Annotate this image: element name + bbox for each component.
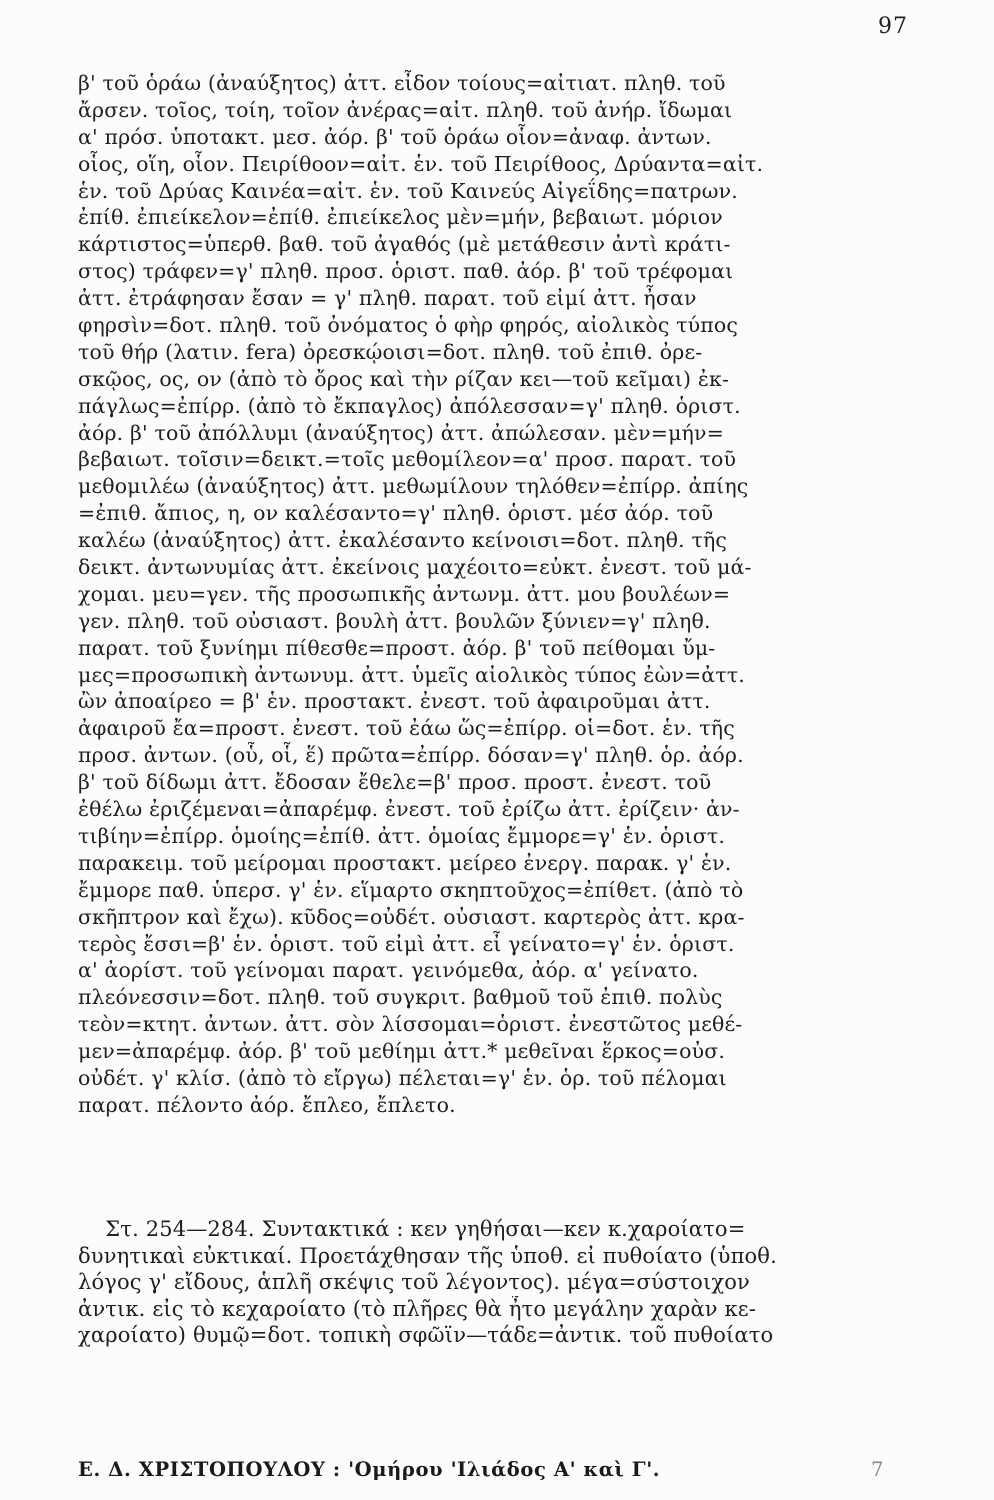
text-line: πλεόνεσσιν=δοτ. πληθ. τοῦ συγκριτ. βαθμοῦ τοῦ ἐπιθ. πολὺς <box>78 985 723 1010</box>
text-line: οἷος, οἵη, οἷον. Πειρίθοον=αἰτ. ἑν. τοῦ Πειρίθοος, Δρύαντα=αἰτ. <box>78 151 764 176</box>
text-line: προσ. ἀντων. (οὗ, οἷ, ἕ) πρῶτα=ἐπίρρ. δόσαν=γ' πληθ. ὁρ. ἀόρ. <box>78 743 744 768</box>
text-line: ἀττ. ἐτράφησαν ἔσαν = γ' πληθ. παρατ. τοῦ εἰμί ἀττ. ἦσαν <box>78 286 697 311</box>
text-line: α' ἀορίστ. τοῦ γείνομαι παρατ. γεινόμεθα, ἀόρ. α' γείνατο. <box>78 958 699 983</box>
text-line: παρατ. τοῦ ξυνίημι πίθεσθε=προστ. ἀόρ. β' τοῦ πείθομαι ὔμ- <box>78 635 716 660</box>
page-footer <box>78 1458 908 1486</box>
text-line: μες=προσωπικὴ ἀντωνυμ. ἀττ. ὑμεῖς αἰολικὸς τύπος ἐὼν=ἀττ. <box>78 662 745 687</box>
page-number: 97 <box>878 14 908 39</box>
text-line: β' τοῦ δίδωμι ἀττ. ἔδοσαν ἔθελε=β' προσ. προστ. ἐνεστ. τοῦ <box>78 770 712 795</box>
text-line: πάγλως=ἐπίρρ. (ἀπὸ τὸ ἔκπαγλος) ἀπόλεσσαν=γ' πληθ. ὁριστ. <box>78 393 741 418</box>
text-line: ἐθέλω ἐριζέμεναι=ἀπαρέμφ. ἐνεστ. τοῦ ἐρίζω ἀττ. ἐρίζειν· ἀν- <box>78 797 740 822</box>
text-line: β' τοῦ ὁράω (ἀναύξητος) ἀττ. εἶδον τοίους=αἰτιατ. πληθ. τοῦ <box>78 71 726 95</box>
text-line: τοῦ θήρ (λατιν. fera) ὀρεσκῴοισι=δοτ. πληθ. τοῦ ἐπιθ. ὀρε- <box>78 339 703 364</box>
text-line: ἐπίθ. ἐπιείκελον=ἐπίθ. ἐπιείκελος μὲν=μήν, βεβαιωτ. μόριον <box>78 205 723 230</box>
text-line: χομαι. μευ=γεν. τῆς προσωπικῆς ἀντωνμ. ἀττ. μου βουλέων= <box>78 581 731 606</box>
text-line: ἔμμορε παθ. ὑπερσ. γ' ἑν. εἵμαρτο σκηπτοῦχος=ἐπίθετ. (ἀπὸ τὸ <box>78 877 744 902</box>
footer-author-title: Ε. Δ. ΧΡΙΣΤΟΠΟΥΛΟΥ : 'Ομήρου 'Ιλιάδος Α' καὶ Γ'. <box>78 1458 661 1481</box>
text-line: οὐδέτ. γ' κλίσ. (ἀπὸ τὸ εἴργω) πέλεται=γ' ἑν. ὁρ. τοῦ πέλομαι <box>78 1065 727 1090</box>
text-line: δεικτ. ἀντωνυμίας ἀττ. ἐκείνοις μαχέοιτο=εὐκτ. ἐνεστ. τοῦ μά- <box>78 555 752 580</box>
text-line: ἄρσεν. τοῖος, τοίη, τοῖον ἀνέρας=αἰτ. πληθ. τοῦ ἀνήρ. ἴδωμαι <box>78 97 733 122</box>
text-line: γεν. πληθ. τοῦ οὐσιαστ. βουλὴ ἀττ. βουλῶν ξύνιεν=γ' πληθ. <box>78 608 711 633</box>
text-line: ἀόρ. β' τοῦ ἀπόλλυμι (ἀναύξητος) ἀττ. ἀπώλεσαν. μὲν=μήν= <box>78 420 724 445</box>
text-line: λόγος γ' εἴδους, ἁπλῆ σκέψις τοῦ λέγοντος). μέγα=σύστοιχον <box>78 1270 750 1294</box>
text-line: ἑν. τοῦ Δρύας Καινέα=αἰτ. ἑν. τοῦ Καινεύς Αἰγεΐδης=πατρων. <box>78 178 738 203</box>
text-line: χαροίατο) θυμῷ=δοτ. τοπικὴ σφῶϊν—τάδε=ἀντικ. τοῦ πυθοίατο <box>78 1323 774 1347</box>
text-line: παρακειμ. τοῦ μείρομαι προστακτ. μείρεο ἐνεργ. παρακ. γ' ἑν. <box>78 850 732 875</box>
text-line: Στ. 254—284. Συντακτικά : κεν γηθήσαι—κεν κ.χαροίατο= <box>78 1217 746 1241</box>
text-line: ὢν ἀποαίρεο = β' ἑν. προστακτ. ἐνεστ. τοῦ ἀφαιροῦμαι ἀττ. <box>78 689 711 714</box>
text-line: τιβίην=ἐπίρρ. ὁμοίης=ἐπίθ. ἀττ. ὁμοίας ἔμμορε=γ' ἑν. ὁριστ. <box>78 823 726 848</box>
text-line: στος) τράφεν=γ' πληθ. προσ. ὁριστ. παθ. ἀόρ. β' τοῦ τρέφομαι <box>78 259 734 284</box>
text-line: μεν=ἀπαρέμφ. ἀόρ. β' τοῦ μεθίημι ἀττ.* μεθεῖναι ἕρκος=οὐσ. <box>78 1039 726 1064</box>
text-line: παρατ. πέλοντο ἀόρ. ἔπλεο, ἔπλετο. <box>78 1092 456 1117</box>
text-line: καλέω (ἀναύξητος) ἀττ. ἐκαλέσαντο κείνοισι=δοτ. πληθ. τῆς <box>78 528 728 553</box>
text-line: τερὸς ἔσσι=β' ἑν. ὁριστ. τοῦ εἰμὶ ἀττ. εἶ γείνατο=γ' ἑν. ὁριστ. <box>78 931 735 956</box>
text-line: κάρτιστος=ὑπερθ. βαθ. τοῦ ἀγαθός (μὲ μετάθεσιν ἀντὶ κράτι- <box>78 232 731 257</box>
text-line: τεὸν=κτητ. ἀντων. ἀττ. σὸν λίσσομαι=ὁριστ. ἐνεστῶτος μεθέ- <box>78 1012 743 1037</box>
commentary-block <box>78 70 908 1119</box>
text-line: ἀντικ. εἰς τὸ κεχαροίατο (τὸ πλῆρες θὰ ἦτο μεγάλην χαρὰν κε- <box>78 1296 757 1321</box>
text-line: βεβαιωτ. τοῖσιν=δεικτ.=τοῖς μεθομίλεον=α' προσ. παρατ. τοῦ <box>78 447 737 472</box>
text-line: μεθομιλέω (ἀναύξητος) ἀττ. μεθωμίλουν τηλόθεν=ἐπίρρ. ἀπίης <box>78 474 749 499</box>
footer-signature-mark: 7 <box>870 1458 884 1481</box>
text-line: =ἐπιθ. ἄπιος, η, ον καλέσαντο=γ' πληθ. ὁριστ. μέσ ἀόρ. τοῦ <box>78 501 714 526</box>
text-line: α' πρόσ. ὑποτακτ. μεσ. ἀόρ. β' τοῦ ὁράω οἷον=ἀναφ. ἀντων. <box>78 124 712 149</box>
text-line: σκῆπτρον καὶ ἔχω). κῦδος=οὐδέτ. οὐσιαστ. καρτερὸς ἀττ. κρα- <box>78 904 745 929</box>
text-line: ἀφαιροῦ ἔα=προστ. ἐνεστ. τοῦ ἐάω ὥς=ἐπίρρ. οἱ=δοτ. ἑν. τῆς <box>78 716 735 741</box>
text-line: δυνητικαὶ εὐκτικαί. Προετάχθησαν τῆς ὑποθ. εἰ πυθοίατο (ὑποθ. <box>78 1243 777 1268</box>
syntax-block <box>78 1216 908 1349</box>
text-line: φηρσὶν=δοτ. πληθ. τοῦ ὀνόματος ὁ φὴρ φηρός, αἰολικὸς τύπος <box>78 313 739 338</box>
text-line: σκῷος, ος, ον (ἀπὸ τὸ ὄρος καὶ τὴν ρίζαν κει—τοῦ κεῖμαι) ἐκ- <box>78 366 730 391</box>
